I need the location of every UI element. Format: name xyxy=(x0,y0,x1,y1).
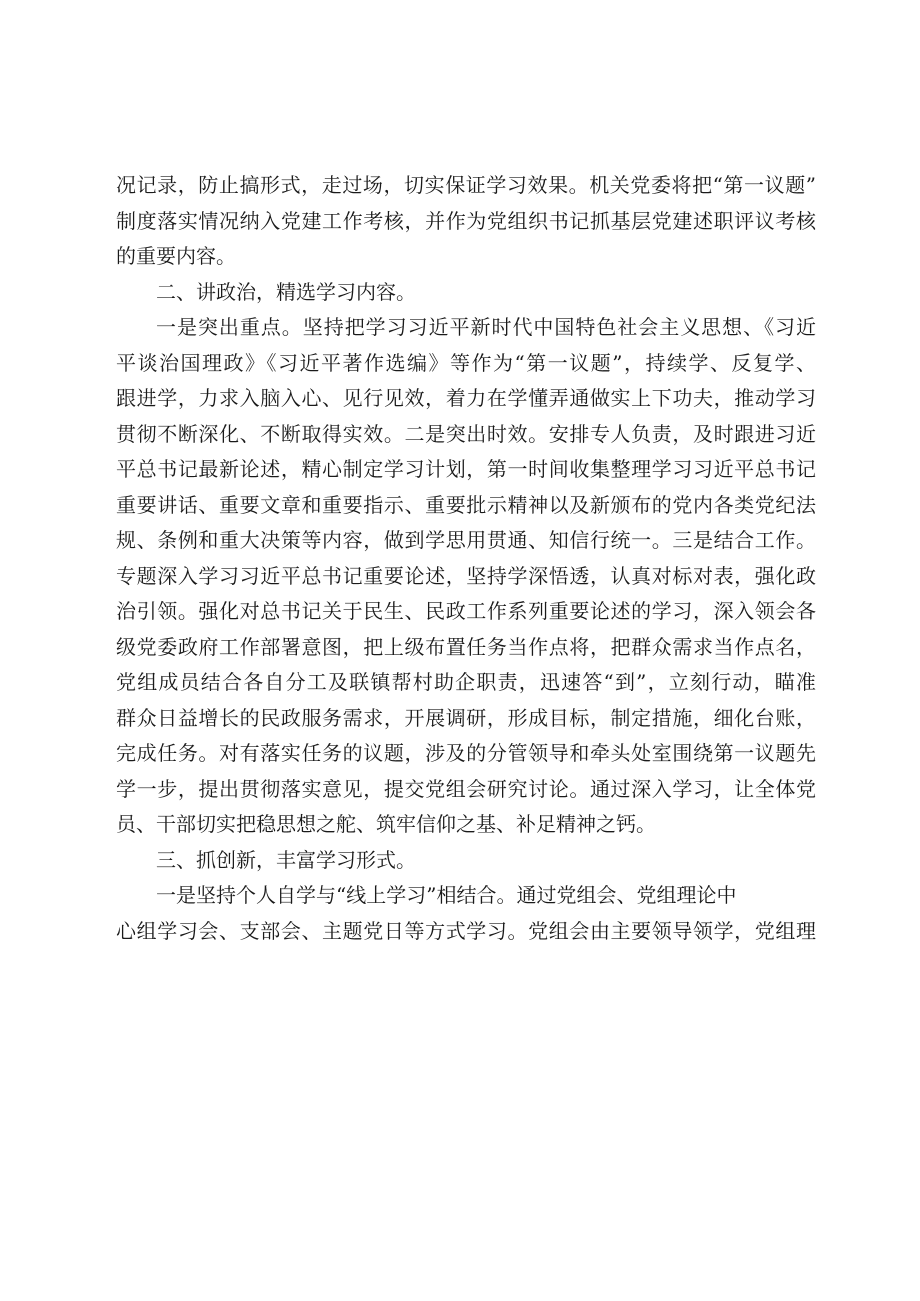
text-line: 级党委政府工作部署意图，把上级布置任务当作点将，把群众需求当作点名， xyxy=(116,634,816,659)
section-heading: 二、讲政治，精选学习内容。 xyxy=(156,279,416,304)
text-line: 群众日益增长的民政服务需求，开展调研，形成目标，制定措施，细化台账， xyxy=(116,705,816,730)
text-line: 的重要内容。 xyxy=(116,244,236,268)
document-body xyxy=(116,168,816,949)
text-line: 制度落实情况纳入党建工作考核，并作为党组织书记抓基层党建述职评议考核 xyxy=(116,208,816,233)
text-line: 一是坚持个人自学与“线上学习”相结合。通过党组会、党组理论中 xyxy=(156,883,737,907)
text-line: 党组成员结合各自分工及联镇帮村助企职责，迅速答“到”，立刻行动，瞄准 xyxy=(116,670,816,694)
text-line: 平谈治国理政》《习近平著作选编》等作为“第一议题”，持续学、反复学、 xyxy=(116,350,816,375)
text-line: 规、条例和重大决策等内容，做到学思用贯通、知信行统一。三是结合工作。 xyxy=(116,528,816,552)
text-line: 学一步，提出贯彻落实意见，提交党组会研究讨论。通过深入学习，让全体党 xyxy=(116,776,816,801)
text-line: 况记录，防止搞形式，走过场，切实保证学习效果。机关党委将把“第一议题” xyxy=(116,173,816,197)
text-line: 重要讲话、重要文章和重要指示、重要批示精神以及新颁布的党内各类党纪法 xyxy=(116,492,816,517)
text-line: 一是突出重点。坚持把学习习近平新时代中国特色社会主义思想、《习近 xyxy=(156,315,816,339)
section-heading: 三、抓创新，丰富学习形式。 xyxy=(156,847,416,872)
text-line: 员、干部切实把稳思想之舵、筑牢信仰之基、补足精神之钙。 xyxy=(116,812,656,836)
text-line: 心组学习会、支部会、主题党日等方式学习。党组会由主要领导领学，党组理 xyxy=(116,918,816,943)
text-line: 平总书记最新论述，精心制定学习计划，第一时间收集整理学习习近平总书记 xyxy=(116,457,816,481)
text-line: 贯彻不断深化、不断取得实效。二是突出时效。安排专人负责，及时跟进习近 xyxy=(116,421,816,446)
text-line: 跟进学，力求入脑入心、见行见效，着力在学懂弄通做实上下功夫，推动学习 xyxy=(116,386,816,410)
text-line: 完成任务。对有落实任务的议题，涉及的分管领导和牵头处室围绕第一议题先 xyxy=(116,741,816,765)
text-line: 专题深入学习习近平总书记重要论述，坚持学深悟透，认真对标对表，强化政 xyxy=(116,563,816,588)
text-line: 治引领。强化对总书记关于民生、民政工作系列重要论述的学习，深入领会各 xyxy=(116,599,816,623)
